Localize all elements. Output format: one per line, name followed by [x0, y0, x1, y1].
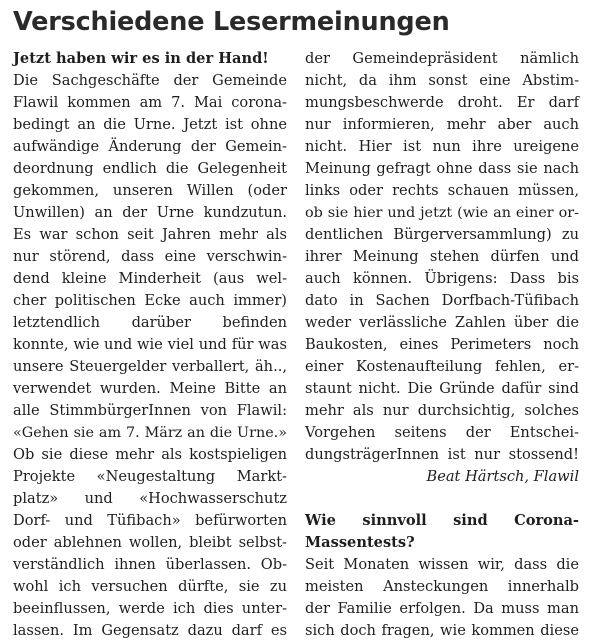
text-line: lassen. Im Gegensatz dazu darf es — [13, 622, 287, 639]
column-left — [13, 48, 287, 642]
text-line: Dorf- und Tüfibach» befürworten — [13, 512, 287, 529]
text-line: Die Sachgeschäfte der Gemeinde — [13, 72, 287, 89]
text-line: Baukosten, eines Perimeters noch — [305, 336, 579, 353]
text-line: sich doch fragen, wie kommen diese — [305, 622, 579, 639]
text-line: Ob sie diese mehr als kostspieligen — [13, 446, 287, 463]
text-line: letztendlich darüber befinden — [13, 314, 287, 331]
text-line: unsere Steuergelder verballert, äh.., — [13, 358, 287, 375]
column-right — [305, 48, 579, 642]
text-line: Vorgehen seitens der Entschei- — [305, 424, 579, 441]
text-line: Meinung gefragt ohne dass sie nach — [305, 160, 579, 177]
letter1-signature: Beat Härtsch, Flawil — [426, 468, 579, 485]
text-line: ob sie hier und jetzt (wie an einer or- — [305, 205, 579, 221]
text-line: konnte, wie und wie viel und für was — [13, 336, 287, 353]
letter2-headline-line2: Massentests? — [305, 534, 415, 551]
text-line: meisten Ansteckungen innerhalb — [305, 578, 579, 595]
text-line: weder verlässliche Zahlen über die — [305, 314, 579, 331]
text-line: der Familie erfolgen. Da muss man — [305, 600, 579, 617]
text-line: wohl ich versuchen dürfte, sie zu — [13, 578, 287, 595]
text-line: links oder rechts schauen müssen, — [305, 182, 579, 199]
text-line: verständlich ihnen überlassen. Ob- — [13, 556, 287, 573]
text-line: mungsbeschwerde droht. Er darf — [305, 94, 579, 111]
letter2-body — [305, 554, 579, 642]
text-line: Flawil kommen am 7. Mai corona- — [13, 94, 287, 111]
text-line: platz» und «Hochwasserschutz — [13, 490, 287, 507]
text-line: nicht, da ihm sonst eine Abstim- — [305, 72, 579, 89]
text-line: beeinflussen, werde ich dies unter- — [13, 600, 287, 617]
letter-separator — [305, 488, 579, 510]
text-line: ihrer Meinung stehen dürfen und — [305, 248, 579, 265]
letters-columns — [13, 48, 579, 639]
text-line: staunt nicht. Die Gründe dafür sind — [305, 380, 579, 397]
text-line: Es war schon seit Jahren mehr als — [13, 226, 287, 243]
text-line: auch können. Übrigens: Dass bis — [305, 270, 579, 287]
text-line: Projekte «Neugestaltung Markt- — [13, 468, 287, 485]
text-line: nur störend, dass eine verschwin- — [13, 248, 287, 265]
text-line: aufwändige Änderung der Gemein- — [13, 138, 287, 155]
letter2-headline-line1: Wie sinnvoll sind Corona- — [305, 512, 579, 529]
text-line: deordnung endlich die Gelegenheit — [13, 160, 287, 177]
text-line: verwendet wurden. Meine Bitte an — [13, 380, 287, 397]
section-title: Verschiedene Lesermeinungen — [13, 7, 450, 37]
text-line: «Gehen sie am 7. März an die Urne.» — [13, 425, 287, 441]
text-line: Seit Monaten wissen wir, dass die — [305, 556, 579, 573]
letter1-body-left — [13, 70, 287, 642]
text-line: der Gemeindepräsident nämlich — [305, 50, 579, 67]
text-line: bedingt an die Urne. Jetzt ist ohne — [13, 116, 287, 133]
text-line: einer Kostenaufteilung fehlen, er- — [305, 358, 579, 375]
text-line: oder ablehnen wollen, bleibt selbst- — [13, 534, 287, 551]
text-line: gekommen, unseren Willen (oder — [13, 182, 287, 199]
letter1-body-right — [305, 48, 579, 466]
text-line: dungsträgerInnen ist nur stossend! — [305, 446, 579, 463]
text-line: dend kleine Minderheit (aus wel- — [13, 270, 287, 287]
text-line: mehr als nur durchsichtig, solches — [305, 402, 579, 419]
text-line: alle StimmbürgerInnen von Flawil: — [13, 402, 287, 419]
text-line: nicht. Hier ist nun ihre ureigene — [305, 138, 579, 155]
text-line: dato in Sachen Dorfbach-Tüfibach — [305, 292, 579, 309]
text-line: dentlichen Bürgerversammlung) zu — [305, 226, 579, 243]
text-line: cher politischen Ecke auch immer) — [13, 292, 287, 309]
text-line: nur informieren, mehr aber auch — [305, 116, 579, 133]
text-line: Unwillen) an der Urne kundzutun. — [13, 204, 287, 221]
letter1-headline: Jetzt haben wir es in der Hand! — [13, 50, 269, 67]
